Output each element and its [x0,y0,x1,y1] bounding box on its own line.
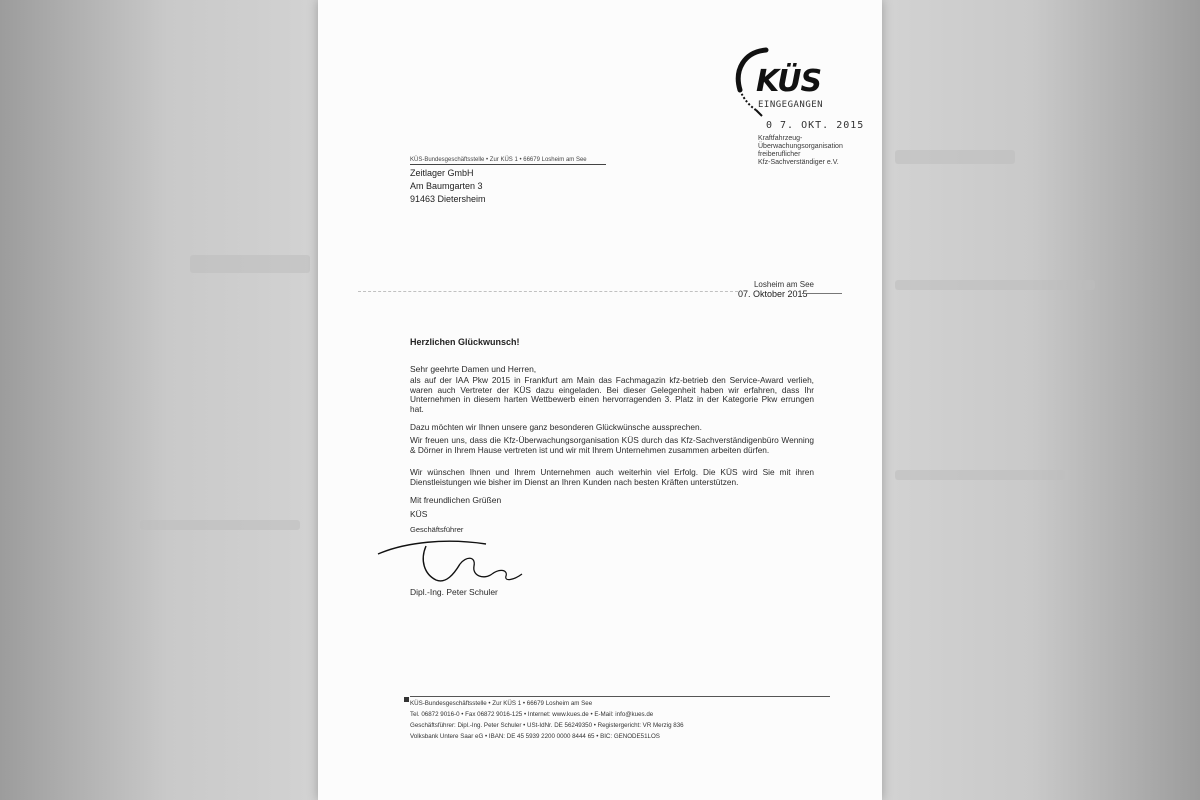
handwritten-signature [376,534,526,586]
faint-rule [358,291,738,292]
blurred-background-band [140,520,300,530]
footer-line-3: Geschäftsführer: Dipl.-Ing. Peter Schuler • USt-IdNr. DE 56249350 • Registergericht: VR Merzig 836 [410,722,684,729]
blurred-background-band [895,150,1015,164]
recipient-city: 91463 Dietersheim [410,194,486,204]
organization-name [758,135,843,167]
date-rule [802,293,842,294]
footer-rule [410,696,830,697]
blurred-background-band [895,280,1095,290]
organization-line: freiberuflicher [758,151,801,158]
paragraph-4: Wir wünschen Ihnen und Ihrem Unternehmen auch weiterhin viel Erfolg. Die KÜS wird Sie mit ihren Dienstleistungen wie bisher im Dienst an Ihren Kunden nach besten Kräften unterstützen. [410,467,814,487]
letter-page [318,0,882,800]
closing-org: KÜS [410,509,428,519]
footer-line-4: Volksbank Untere Saar eG • IBAN: DE 45 5939 2200 0000 8444 65 • BIC: GENODE51LOS [410,733,660,740]
organization-line: Überwachungsorganisation [758,143,843,150]
logo-brand-text: KÜS [756,64,822,99]
organization-line: Kraftfahrzeug- [758,135,803,142]
footer-line-1: KÜS-Bundesgeschäftsstelle • Zur KÜS 1 • 66679 Losheim am See [410,700,593,707]
signatory-name: Dipl.-Ing. Peter Schuler [410,587,498,597]
organization-line: Kfz-Sachverständiger e.V. [758,159,839,166]
letter-heading: Herzlichen Glückwunsch! [410,337,520,347]
recipient-company: Zeitlager GmbH [410,168,474,178]
closing: Mit freundlichen Grüßen [410,495,502,505]
salutation: Sehr geehrte Damen und Herren, [410,364,537,374]
letter-date: 07. Oktober 2015 [738,289,808,299]
received-stamp: EINGEGANGEN [758,100,824,110]
footer-bullet [404,697,409,702]
sender-return-address: KÜS-Bundesgeschäftsstelle • Zur KÜS 1 • 66679 Losheim am See [410,157,606,165]
paragraph-1: als auf der IAA Pkw 2015 in Frankfurt am Main das Fachmagazin kfz-betrieb den Service-Award verlieh, waren auch Vertreter der KÜS dazu eingeladen. Bei dieser Gelegenheit haben wir erfahren, dass Ihr Unternehmen in diesem harten Wettbewerb einen hervorragenden 3. Platz in der Kategorie Pkw errungen hat. [410,375,814,414]
paragraph-3: Wir freuen uns, dass die Kfz-Überwachungsorganisation KÜS durch das Kfz-Sachverständigenbüro Wenning & Dörner in Ihrem Hause vertreten ist und wir mit Ihrem Unternehmen zusammen arbeiten dürfen. [410,435,814,455]
paragraph-2: Dazu möchten wir Ihnen unsere ganz besonderen Glückwünsche aussprechen. [410,422,702,432]
blurred-background-band [190,255,310,273]
letter-place: Losheim am See [753,280,814,289]
blurred-background-band [895,470,1065,480]
recipient-street: Am Baumgarten 3 [410,181,483,191]
received-stamp-date: 0 7. OKT. 2015 [766,120,865,131]
footer-line-2: Tel. 06872 9016-0 • Fax 06872 9016-125 • Internet: www.kues.de • E-Mail: info@kues.de [410,711,654,718]
signatory-role: Geschäftsführer [410,525,464,534]
